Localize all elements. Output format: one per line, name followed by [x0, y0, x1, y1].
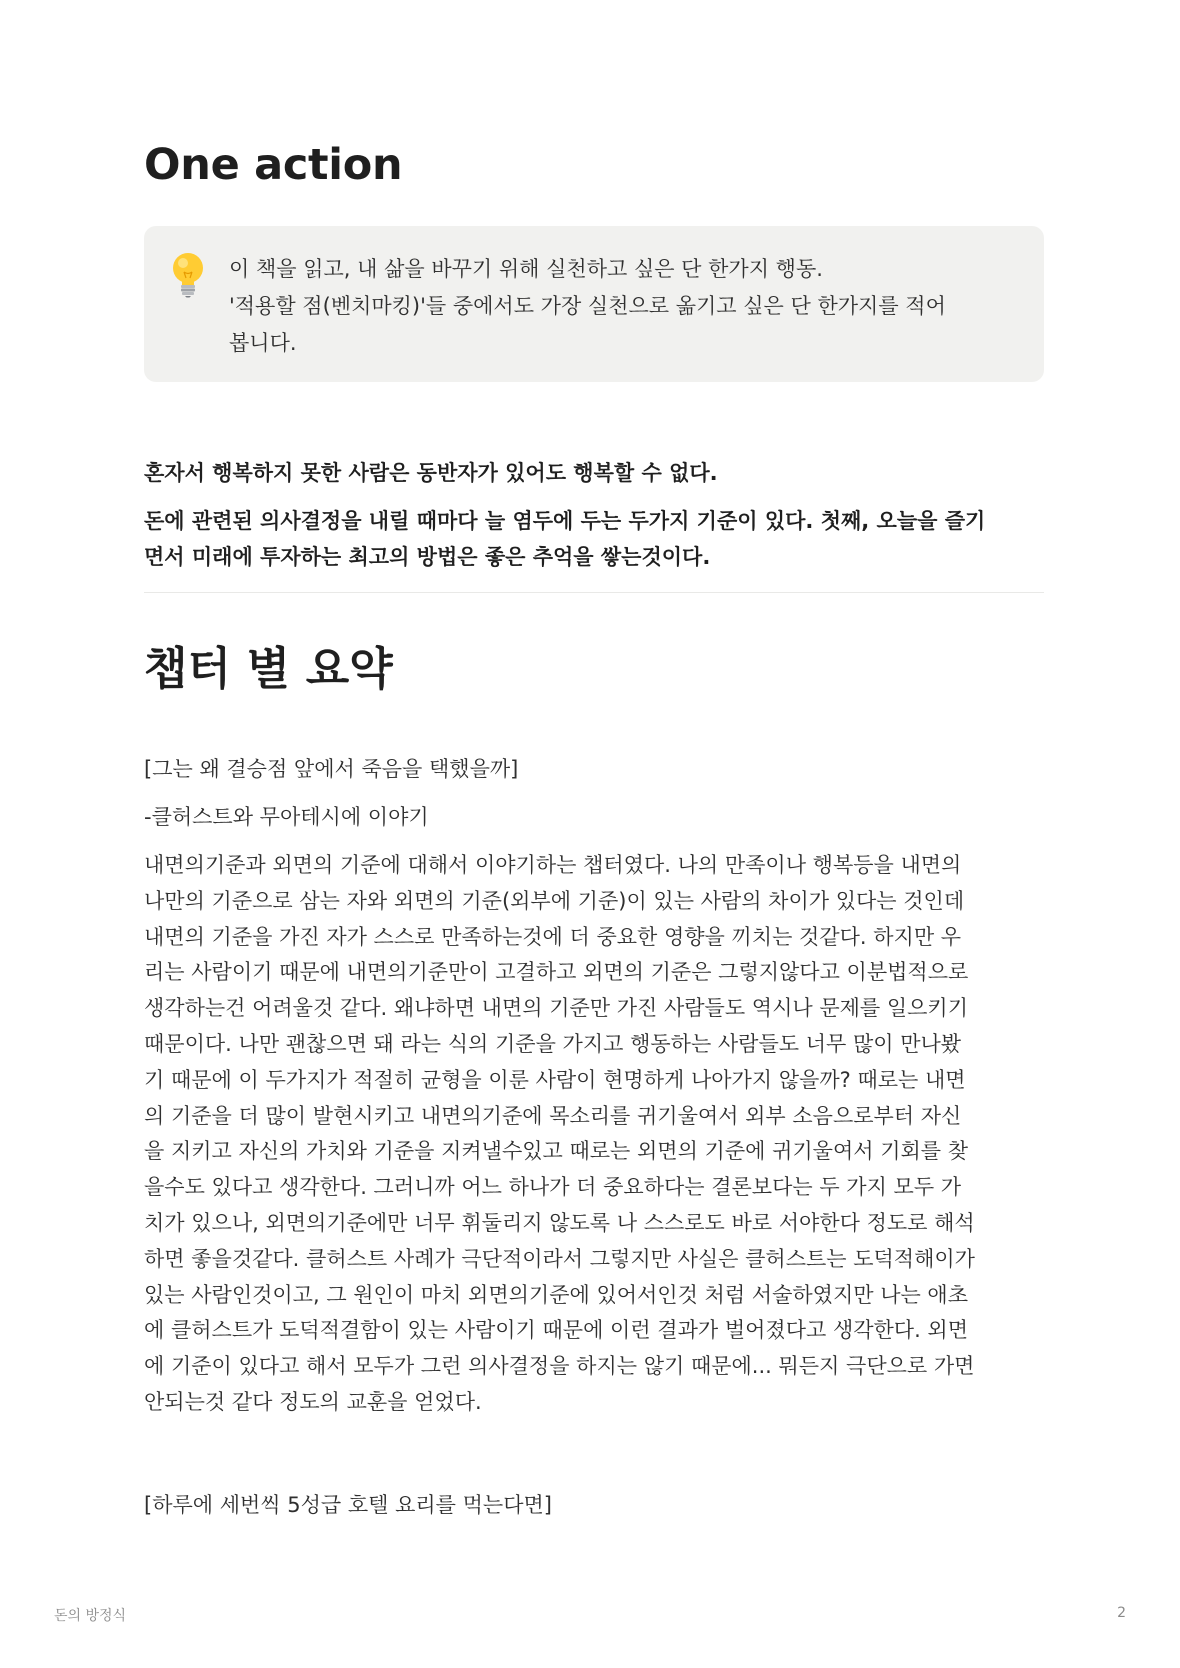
quote-1: 혼자서 행복하지 못한 사람은 동반자가 있어도 행복할 수 없다. — [144, 461, 718, 485]
one-action-heading: One action — [144, 140, 403, 190]
paragraph-line: 내면의기준과 외면의 기준에 대해서 이야기하는 챕터였다. 나의 만족이나 행복등을 내면의 — [144, 853, 962, 877]
paragraph-line: 때문이다. 나만 괜찮으면 돼 라는 식의 기준을 가지고 행동하는 사람들도 너무 많이 만나봤 — [144, 1031, 962, 1056]
callout-text — [229, 251, 1019, 362]
quote-2-line: 면서 미래에 투자하는 최고의 방법은 좋은 추억을 쌓는것이다. — [144, 545, 711, 569]
paragraph-line: 생각하는건 어려울것 같다. 왜냐하면 내면의 기준만 가진 사람들도 역시나 문제를 일으키기 — [144, 996, 969, 1021]
callout-line: 이 책을 읽고, 내 삶을 바꾸기 위해 실천하고 싶은 단 한가지 행동. — [229, 257, 823, 281]
paragraph-line: 리는 사람이기 때문에 내면의기준만이 고결하고 외면의 기준은 그렇지않다고 이분법적으로 — [144, 960, 969, 985]
footer-page-number: 2 — [1117, 1605, 1126, 1621]
one-action-callout — [144, 226, 1044, 382]
paragraph-line: 기 때문에 이 두가지가 적절히 균형을 이룬 사람이 현명하게 나아가지 않을까? 때로는 내면 — [144, 1067, 966, 1092]
paragraph-line: 을수도 있다고 생각한다. 그러니까 어느 하나가 더 중요하다는 결론보다는 두 가지 모두 가 — [144, 1175, 962, 1200]
paragraph-line: 을 지키고 자신의 가치와 기준을 지켜낼수있고 때로는 외면의 기준에 귀기울여서 기회를 찾 — [144, 1139, 969, 1164]
chapter-1-paragraph — [144, 848, 1044, 1421]
paragraph-line: 치가 있으나, 외면의기준에만 너무 휘둘리지 않도록 나 스스로도 바로 서야한다 정도로 해석 — [144, 1210, 975, 1235]
paragraph-line: 의 기준을 더 많이 발현시키고 내면의기준에 목소리를 귀기울여서 외부 소음으로부터 자신 — [144, 1103, 962, 1128]
chapter-summary-heading: 챕터 별 요약 — [144, 642, 393, 695]
chapter-1-subtitle: -클허스트와 무아테시에 이야기 — [144, 805, 429, 829]
paragraph-line: 있는 사람인것이고, 그 원인이 마치 외면의기준에 있어서인것 처럼 서술하였지만 나는 애초 — [144, 1282, 969, 1307]
paragraph-line: 나만의 기준으로 삼는 자와 외면의 기준(외부에 기준)이 있는 사람의 차이가 있다는 것인데 — [144, 888, 965, 913]
footer-book-title: 돈의 방정식 — [54, 1608, 127, 1624]
paragraph-line: 내면의 기준을 가진 자가 스스로 만족하는것에 더 중요한 영향을 끼치는 것같다. 하지만 우 — [144, 924, 962, 949]
lightbulb-icon — [168, 250, 208, 298]
paragraph-line: 하면 좋을것같다. 클허스트 사례가 극단적이라서 그렇지만 사실은 클허스트는 도덕적해이가 — [144, 1246, 975, 1271]
chapter-2-title: [하루에 세번씩 5성급 호텔 요리를 먹는다면] — [144, 1493, 552, 1517]
callout-line: '적용할 점(벤치마킹)'들 중에서도 가장 실천으로 옮기고 싶은 단 한가지를 적어 — [229, 294, 946, 318]
callout-line: 봅니다. — [229, 331, 297, 355]
paragraph-line: 안되는것 같다 정도의 교훈을 얻었다. — [144, 1389, 482, 1414]
paragraph-line: 에 기준이 있다고 해서 모두가 그런 의사결정을 하지는 않기 때문에... 뭐든지 극단으로 가면 — [144, 1354, 975, 1379]
key-quotes — [144, 455, 1044, 575]
chapter-1-title: [그는 왜 결승점 앞에서 죽음을 택했을까] — [144, 757, 519, 781]
paragraph-line: 에 클허스트가 도덕적결함이 있는 사람이기 때문에 이런 결과가 벌어졌다고 생각한다. 외면 — [144, 1318, 969, 1343]
section-divider — [144, 592, 1044, 593]
quote-2-line: 돈에 관련된 의사결정을 내릴 때마다 늘 염두에 두는 두가지 기준이 있다. 첫째, 오늘을 즐기 — [144, 509, 986, 533]
